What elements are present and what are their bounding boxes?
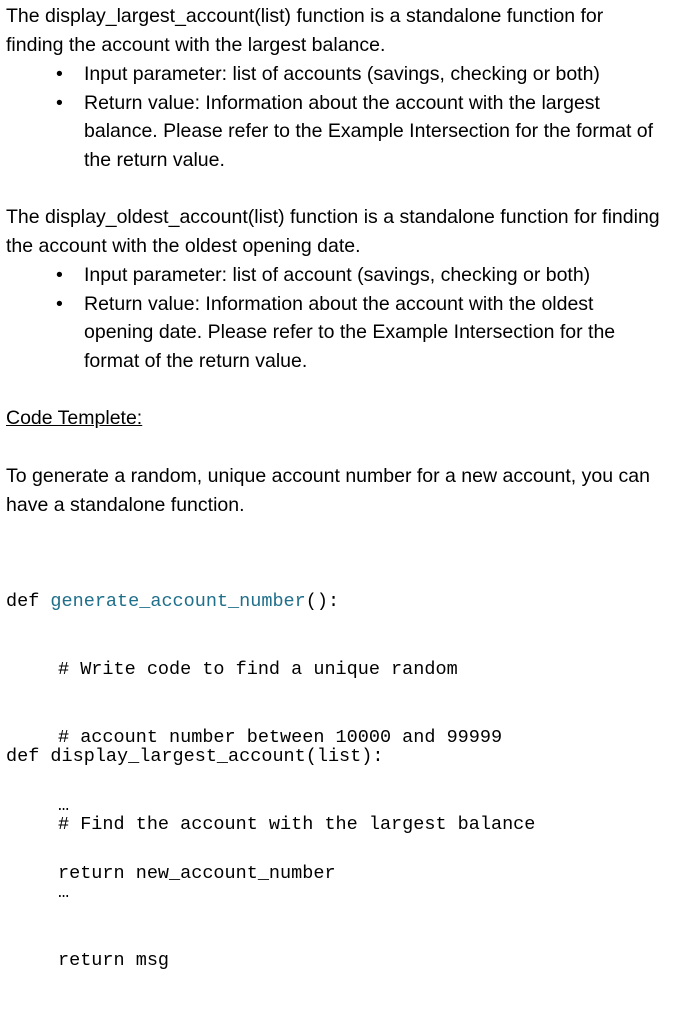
oldest-account-bullets bbox=[0, 261, 674, 375]
bullet-icon: • bbox=[56, 63, 63, 85]
list-item: • Return value: Information about the account with the oldest opening date. Please refer to the Example Intersection for the format of the return value. bbox=[0, 290, 664, 376]
code-comment: # Write code to find a unique random bbox=[58, 659, 458, 680]
code-ellipsis: … bbox=[58, 882, 70, 903]
function-name: generate_account_number bbox=[50, 591, 306, 612]
bullet-icon: • bbox=[56, 264, 63, 286]
code-line-def: def display_largest_account(list): bbox=[6, 746, 384, 767]
list-item: • Return value: Information about the account with the largest balance. Please refer to the Example Intersection for the format of the return value. bbox=[0, 89, 664, 175]
bullet-icon: • bbox=[56, 91, 63, 114]
code-comment: # Find the account with the largest balance bbox=[58, 814, 536, 835]
code-return: return msg bbox=[58, 950, 170, 971]
list-item: • Input parameter: list of account (savings, checking or both) bbox=[0, 261, 664, 290]
code-block-display-largest-account bbox=[6, 702, 535, 1016]
code-comment: # account number between 10000 and 99999 bbox=[58, 727, 503, 748]
code-return: return new_account_number bbox=[58, 863, 336, 884]
largest-account-intro: The display_largest_account(list) function is a standalone function for finding the account with the largest balance. bbox=[6, 5, 604, 56]
code-template-heading: Code Templete: bbox=[6, 407, 143, 429]
oldest-account-intro: The display_oldest_account(list) function is a standalone function for finding the account with the oldest opening date. bbox=[6, 206, 660, 257]
largest-account-bullets bbox=[0, 60, 674, 174]
code-line-def: def generate_account_number(): bbox=[6, 591, 340, 612]
code-intro-text: To generate a random, unique account number for a new account, you can have a standalone function. bbox=[6, 465, 650, 516]
bullet-icon: • bbox=[56, 292, 63, 315]
list-item: • Input parameter: list of accounts (savings, checking or both) bbox=[0, 60, 664, 89]
code-ellipsis: … bbox=[58, 795, 70, 816]
